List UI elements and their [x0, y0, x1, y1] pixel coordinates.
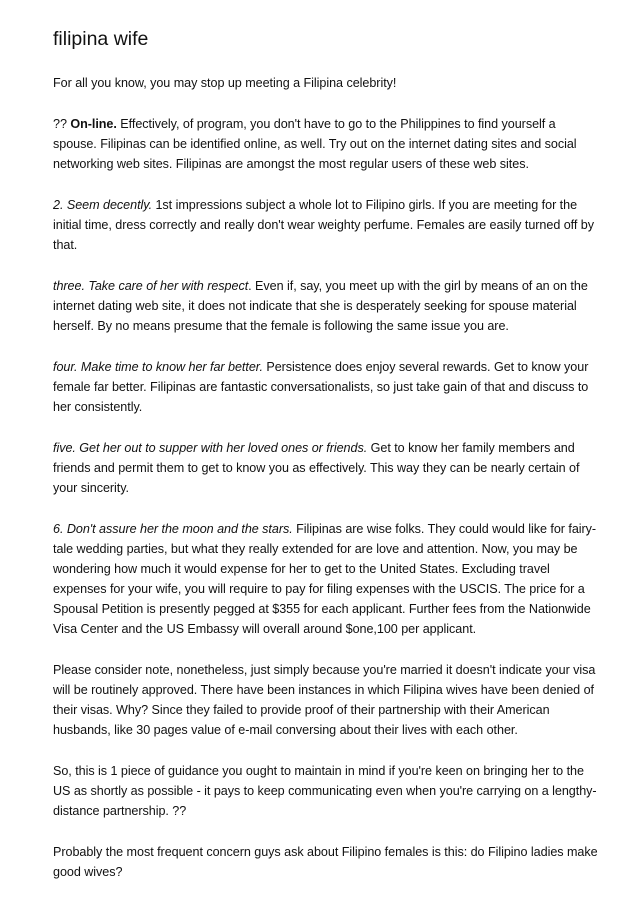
paragraph-text: 1st impressions subject a whole lot to Filipino girls. If you are meeting for the initial time, dress correctly and really don't wear weighty perfume. Females are easily turned off by that. [53, 198, 594, 252]
paragraph-text: For all you know, you may stop up meeting a Filipina celebrity! [53, 76, 397, 90]
paragraph-visa-note [53, 660, 598, 740]
paragraph-supper [53, 438, 598, 498]
paragraph-text: Filipinas are wise folks. They could would like for fairy-tale wedding parties, but what they really extended for are love and attention. Now, you may be wondering how much it would expense for her to get to the United States. Excluding travel expenses for your wife, you will require to pay for filing expenses with the USCIS. The price for a Spousal Petition is presently pegged at $355 for each applicant. Further fees from the Nationwide Visa Center and the US Embassy will overall around $one,100 per applicant. [53, 522, 597, 636]
paragraph-text: Please consider note, nonetheless, just simply because you're married it doesn't indicate your visa will be routinely approved. There have been instances in which Filipina wives have been denied of their visas. Why? Since they failed to provide proof of their partnership with their American husbands, like 30 pages value of e-mail conversing about their lives with each other. [53, 663, 596, 737]
paragraph-text: Get to know her family members and friends and permit them to get to know you as effectively. This way they can be nearly certain of your sincerity. [53, 441, 580, 495]
paragraph-intro [53, 73, 598, 93]
paragraph-lead: three. Take care of her with respect [53, 279, 249, 293]
paragraph-prefix: ?? [53, 117, 71, 131]
page-title: filipina wife [53, 28, 149, 50]
paragraph-online [53, 114, 598, 174]
paragraph-text: Effectively, of program, you don't have to go to the Philippines to find yourself a spouse. Filipinas can be identified online, as well. Try out on the internet dating sites and social networking web sites. Filipinas are amongst the most regular users of these web sites. [53, 117, 577, 171]
paragraph-question [53, 842, 598, 882]
paragraph-text: Persistence does enjoy several rewards. Get to know your female far better. Filipinas are fantastic conversationalists, so just take gain of that and discuss to her consistently. [53, 360, 589, 414]
paragraph-respect [53, 276, 598, 336]
paragraph-text: So, this is 1 piece of guidance you ought to maintain in mind if you're keen on bringing her to the US as shortly as possible - it pays to keep communicating even when you're carrying on a lengthy-distance partnership. ?? [53, 764, 597, 818]
paragraph-text: Probably the most frequent concern guys ask about Filipino females is this: do Filipino ladies make good wives? [53, 845, 598, 879]
paragraph-lead: five. Get her out to supper with her loved ones or friends. [53, 441, 368, 455]
paragraph-make-time [53, 357, 598, 417]
paragraph-seem-decently [53, 195, 598, 255]
paragraph-guidance [53, 761, 598, 821]
paragraph-moon-stars [53, 519, 598, 639]
paragraph-lead: four. Make time to know her far better. [53, 360, 263, 374]
paragraph-lead: 6. Don't assure her the moon and the stars. [53, 522, 293, 536]
paragraph-lead: 2. Seem decently. [53, 198, 153, 212]
paragraph-text: . Even if, say, you meet up with the girl by means of an on the internet dating web site, it does not indicate that she is desperately seeking for spouse material herself. By no means presume that the female is following the same issue you are. [53, 279, 588, 333]
paragraph-lead: On-line. [70, 117, 117, 131]
